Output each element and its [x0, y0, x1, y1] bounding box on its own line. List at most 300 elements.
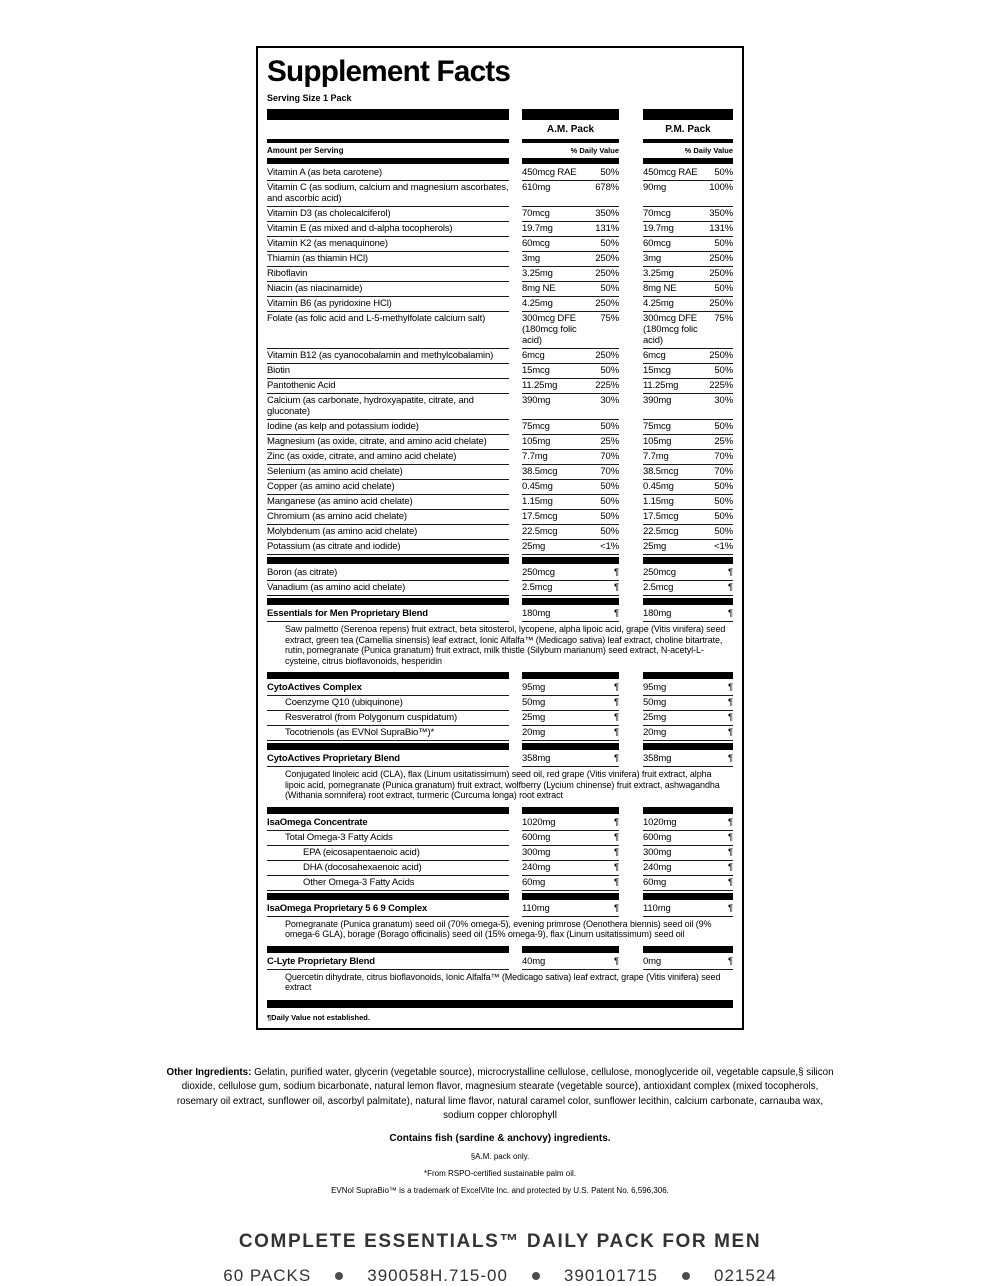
- daily-value: 70%: [600, 451, 619, 462]
- am-value-cell: [522, 222, 619, 237]
- section-divider-row: [267, 997, 733, 1011]
- nutrient-name: Thiamin (as thiamin HCl): [267, 252, 509, 267]
- amount: 600mg: [522, 831, 551, 843]
- divider-bar: [522, 557, 619, 564]
- pm-value-cell: [643, 816, 733, 831]
- footnote-line: §A.M. pack only.: [470, 1151, 530, 1161]
- amount: 1.15mg: [643, 496, 674, 507]
- nutrient-name: Vitamin D3 (as cholecalciferol): [267, 207, 509, 222]
- amount: 4.25mg: [643, 298, 674, 309]
- section-divider-row: [267, 596, 733, 607]
- daily-value: 50%: [600, 238, 619, 249]
- table-row: [267, 510, 733, 525]
- table-row: [267, 450, 733, 465]
- nutrient-table: [267, 166, 733, 1011]
- table-row: [267, 480, 733, 495]
- am-value-cell: [522, 681, 619, 696]
- amount: 25mg: [522, 712, 546, 723]
- daily-value: 250%: [595, 268, 619, 279]
- daily-value: 30%: [600, 395, 619, 406]
- daily-value: ¶: [614, 846, 619, 858]
- amount: 15mcg: [522, 365, 550, 376]
- pm-value-cell: [643, 566, 733, 581]
- table-row: [267, 237, 733, 252]
- pm-value-cell: [643, 955, 733, 970]
- am-value-cell: [522, 816, 619, 831]
- amount: 70mcg: [643, 208, 671, 219]
- other-ingredients: [164, 1066, 836, 1124]
- divider-bar: [522, 893, 619, 900]
- divider-bar: [643, 893, 733, 900]
- amount: 20mg: [643, 727, 667, 738]
- am-value-cell: [522, 510, 619, 525]
- table-row: [267, 364, 733, 379]
- nutrient-name: Vitamin C (as sodium, calcium and magnesium ascorbates, and ascorbic acid): [267, 181, 509, 207]
- am-value-cell: [522, 607, 619, 622]
- daily-value: 100%: [709, 182, 733, 193]
- daily-value: ¶: [614, 727, 619, 738]
- daily-value: 50%: [714, 481, 733, 492]
- pm-value-cell: [643, 831, 733, 846]
- serving-size: Serving Size 1 Pack: [267, 93, 352, 103]
- daily-value: 50%: [714, 496, 733, 507]
- nutrient-name: Magnesium (as oxide, citrate, and amino acid chelate): [267, 435, 509, 450]
- table-row: [267, 166, 733, 181]
- table-row: [267, 267, 733, 282]
- amount: 3.25mg: [522, 268, 553, 279]
- amount: 300mcg DFE (180mcg folic acid): [643, 313, 698, 346]
- am-value-cell: [522, 267, 619, 282]
- daily-value: 250%: [709, 298, 733, 309]
- pm-value-cell: [643, 312, 733, 349]
- pm-value-cell: [643, 364, 733, 379]
- divider-bar: [643, 109, 733, 120]
- nutrient-name: Zinc (as oxide, citrate, and amino acid chelate): [267, 450, 509, 465]
- divider-bar: [267, 672, 509, 679]
- daily-value: ¶: [728, 846, 733, 858]
- am-value-cell: [522, 166, 619, 181]
- divider-bar: [643, 946, 733, 953]
- footnote-line: EVNol SupraBio™ is a trademark of ExcelVite Inc. and protected by U.S. Patent No. 6,596,306.: [331, 1185, 669, 1195]
- divider-bar: [267, 557, 509, 564]
- footer-code: 021524: [714, 1265, 777, 1285]
- divider-bar: [522, 158, 619, 164]
- daily-value: 50%: [714, 526, 733, 537]
- nutrient-name: Resveratrol (from Polygonum cuspidatum): [267, 711, 509, 726]
- amount: 105mg: [522, 436, 551, 447]
- amount-per-serving-label: Amount per Serving: [267, 146, 344, 155]
- amount: 300mcg DFE (180mcg folic acid): [522, 313, 577, 346]
- footnote-line: *From RSPO-certified sustainable palm oil.: [423, 1168, 577, 1178]
- amount: 450mcg RAE: [522, 167, 577, 178]
- pm-value-cell: [643, 394, 733, 420]
- daily-value: ¶: [614, 697, 619, 708]
- pm-value-cell: [643, 282, 733, 297]
- amount: 50mg: [643, 697, 667, 708]
- amount: 240mg: [643, 861, 672, 873]
- amount: 95mg: [643, 682, 667, 693]
- amount: 75mcg: [522, 421, 550, 432]
- am-value-cell: [522, 420, 619, 435]
- pm-value-cell: [643, 237, 733, 252]
- table-row: [267, 297, 733, 312]
- daily-value: 50%: [600, 283, 619, 294]
- amount: 180mg: [522, 608, 551, 619]
- amount: 60mg: [643, 876, 667, 888]
- nutrient-name: Manganese (as amino acid chelate): [267, 495, 509, 510]
- table-row: [267, 902, 733, 917]
- daily-value-header-row: [267, 144, 733, 157]
- daily-value: 350%: [595, 208, 619, 219]
- am-value-cell: [522, 450, 619, 465]
- amount: 8mg NE: [643, 283, 677, 294]
- daily-value: 50%: [600, 421, 619, 432]
- blend-ingredients-row: [267, 767, 733, 805]
- daily-value: ¶: [614, 567, 619, 578]
- amount: 25mg: [522, 541, 546, 552]
- nutrient-name: IsaOmega Proprietary 5 6 9 Complex: [267, 902, 509, 917]
- divider-bar: [267, 158, 509, 164]
- pm-value-cell: [643, 525, 733, 540]
- amount: 300mg: [522, 846, 551, 858]
- daily-value: 250%: [595, 298, 619, 309]
- amount: 60mcg: [522, 238, 550, 249]
- amount: 105mg: [643, 436, 672, 447]
- divider-bar: [267, 109, 509, 120]
- pm-value-cell: [643, 465, 733, 480]
- amount: 15mcg: [643, 365, 671, 376]
- section-divider-row: [267, 891, 733, 902]
- amount: 95mg: [522, 682, 546, 693]
- amount: 17.5mcg: [643, 511, 679, 522]
- table-row: [267, 607, 733, 622]
- am-value-cell: [522, 831, 619, 846]
- table-row: [267, 696, 733, 711]
- amount: 8mg NE: [522, 283, 556, 294]
- amount: 3mg: [522, 253, 541, 264]
- amount: 2.5mcg: [643, 582, 674, 593]
- table-row: [267, 495, 733, 510]
- nutrient-name: EPA (eicosapentaenoic acid): [267, 846, 509, 861]
- daily-value: ¶: [728, 753, 733, 764]
- amount: 1020mg: [643, 816, 677, 828]
- amount: 300mg: [643, 846, 672, 858]
- nutrient-name: Niacin (as niacinamide): [267, 282, 509, 297]
- nutrient-name: Other Omega-3 Fatty Acids: [267, 876, 509, 891]
- blend-ingredients-text: Saw palmetto (Serenoa repens) fruit extract, beta sitosterol, lycopene, alpha lipoic acid, grape (Vitis vinifera) seed extract, green tea (Camellia sinensis) leaf extract, Ionic Alfalfa™ (Medicago sativa) leaf extract, choline bitartrate, rutin, pomegranate (Punica granatum) fruit extract, milk thistle (Silybum marianum) seed extract, N-acetyl-L-cysteine, citrus bioflavonoids, hesperidin: [285, 624, 726, 666]
- am-value-cell: [522, 525, 619, 540]
- daily-value: ¶: [728, 567, 733, 578]
- section-divider-row: [267, 944, 733, 955]
- daily-value: ¶: [728, 582, 733, 593]
- am-value-cell: [522, 495, 619, 510]
- supplement-label-page: [0, 46, 1000, 1286]
- pm-value-cell: [643, 696, 733, 711]
- divider-bar: [643, 139, 733, 143]
- nutrient-name: Calcium (as carbonate, hydroxyapatite, citrate, and gluconate): [267, 394, 509, 420]
- amount: 0mg: [643, 955, 662, 967]
- section-divider-row: [267, 670, 733, 681]
- am-value-cell: [522, 237, 619, 252]
- pm-value-cell: [643, 267, 733, 282]
- am-value-cell: [522, 181, 619, 207]
- daily-value: 50%: [600, 481, 619, 492]
- daily-value: ¶: [728, 697, 733, 708]
- pm-value-cell: [643, 495, 733, 510]
- am-value-cell: [522, 364, 619, 379]
- nutrient-name: Boron (as citrate): [267, 566, 509, 581]
- daily-value: 50%: [714, 283, 733, 294]
- daily-value: 50%: [714, 167, 733, 178]
- nutrient-name: Pantothenic Acid: [267, 379, 509, 394]
- pm-value-cell: [643, 581, 733, 596]
- amount: 610mg: [522, 182, 551, 193]
- daily-value: 250%: [709, 350, 733, 361]
- amount: 25mg: [643, 541, 667, 552]
- daily-value: 50%: [600, 167, 619, 178]
- blend-ingredients-text: Pomegranate (Punica granatum) seed oil (70% omega-5), evening primrose (Oenothera biennis) seed oil (9% omega-6 GLA), borage (Borago officinalis) seed oil (15% omega-9), flax (Linum usitatissimum) seed oil: [285, 918, 712, 939]
- table-row: [267, 816, 733, 831]
- am-value-cell: [522, 711, 619, 726]
- daily-value: 50%: [714, 421, 733, 432]
- amount: 250mcg: [522, 567, 555, 578]
- amount: 3mg: [643, 253, 662, 264]
- divider-bar: [522, 946, 619, 953]
- pm-value-cell: [643, 846, 733, 861]
- amount: 1020mg: [522, 816, 556, 828]
- am-value-cell: [522, 297, 619, 312]
- amount: 70mcg: [522, 208, 550, 219]
- table-row: [267, 876, 733, 891]
- pm-value-cell: [643, 711, 733, 726]
- pm-value-cell: [643, 902, 733, 917]
- nutrient-name: Folate (as folic acid and L-5-methylfolate calcium salt): [267, 312, 509, 349]
- pm-value-cell: [643, 435, 733, 450]
- amount: 19.7mg: [643, 223, 674, 234]
- divider-bar: [267, 598, 509, 605]
- amount: 358mg: [643, 753, 672, 764]
- amount: 6mcg: [643, 350, 666, 361]
- table-row: [267, 566, 733, 581]
- nutrient-name: Potassium (as citrate and iodide): [267, 540, 509, 555]
- am-value-cell: [522, 480, 619, 495]
- amount: 240mg: [522, 861, 551, 873]
- daily-value: 250%: [595, 253, 619, 264]
- amount: 75mcg: [643, 421, 671, 432]
- pm-value-cell: [643, 181, 733, 207]
- table-row: [267, 207, 733, 222]
- nutrient-name: CytoActives Complex: [267, 681, 509, 696]
- blend-ingredients-text: Quercetin dihydrate, citrus bioflavonoids, Ionic Alfalfa™ (Medicago sativa) leaf extract, grape (Vitis vinifera) seed extract: [285, 971, 721, 992]
- table-row: [267, 726, 733, 741]
- pm-value-cell: [643, 480, 733, 495]
- divider-bar-full: [267, 1000, 733, 1008]
- label-footnotes: [0, 1152, 1000, 1195]
- pack-codes: [0, 1266, 1000, 1286]
- blend-ingredients-text: Conjugated linoleic acid (CLA), flax (Linum usitatissimum) seed oil, red grape (Vitis vinifera) fruit extract, alpha lipoic acid, pomegranate (Punica granatum) fruit extract, wolfberry (Lycium chinense) fruit extract, ashwagandha (Withania somnifera) root extract, turmeric (Curcuma longa) root extract: [285, 769, 720, 800]
- bullet-separator-icon: [335, 1272, 343, 1280]
- daily-value: 225%: [709, 380, 733, 391]
- nutrient-name: Vitamin B6 (as pyridoxine HCl): [267, 297, 509, 312]
- pm-value-cell: [643, 379, 733, 394]
- daily-value: 131%: [595, 223, 619, 234]
- daily-value: ¶: [614, 861, 619, 873]
- header-bar-row: [267, 137, 733, 144]
- daily-value: ¶: [614, 682, 619, 693]
- blend-ingredients-row: [267, 917, 733, 944]
- am-value-cell: [522, 861, 619, 876]
- daily-value: 50%: [714, 365, 733, 376]
- am-value-cell: [522, 282, 619, 297]
- daily-value: 50%: [714, 238, 733, 249]
- blend-ingredients-row: [267, 970, 733, 997]
- nutrient-name: Total Omega-3 Fatty Acids: [267, 831, 509, 846]
- amount: 50mg: [522, 697, 546, 708]
- nutrient-name: IsaOmega Concentrate: [267, 816, 509, 831]
- am-value-cell: [522, 465, 619, 480]
- other-ingredients-label: Other Ingredients:: [166, 1066, 252, 1078]
- daily-value: 50%: [714, 511, 733, 522]
- product-name: COMPLETE ESSENTIALS™ DAILY PACK FOR MEN: [238, 1230, 762, 1252]
- divider-bar: [267, 807, 509, 814]
- table-row: [267, 752, 733, 767]
- nutrient-name: Riboflavin: [267, 267, 509, 282]
- footer-code: 390101715: [563, 1265, 659, 1285]
- nutrient-name: Iodine (as kelp and potassium iodide): [267, 420, 509, 435]
- am-value-cell: [522, 846, 619, 861]
- amount: 110mg: [643, 902, 671, 914]
- amount: 60mcg: [643, 238, 671, 249]
- amount: 110mg: [522, 902, 550, 914]
- table-row: [267, 525, 733, 540]
- amount: 1.15mg: [522, 496, 553, 507]
- daily-value: 250%: [595, 350, 619, 361]
- amount: 19.7mg: [522, 223, 553, 234]
- pm-value-cell: [643, 510, 733, 525]
- nutrient-name: CytoActives Proprietary Blend: [267, 752, 509, 767]
- nutrient-name: Biotin: [267, 364, 509, 379]
- table-row: [267, 312, 733, 349]
- am-value-cell: [522, 696, 619, 711]
- am-value-cell: [522, 252, 619, 267]
- daily-value: 70%: [714, 466, 733, 477]
- daily-value: 75%: [714, 313, 733, 324]
- daily-value: ¶: [728, 608, 733, 619]
- am-daily-value-header: % Daily Value: [570, 146, 619, 155]
- table-row: [267, 420, 733, 435]
- pm-value-cell: [643, 607, 733, 622]
- amount: 358mg: [522, 753, 551, 764]
- amount: 450mcg RAE: [643, 167, 698, 178]
- nutrient-name: Essentials for Men Proprietary Blend: [267, 607, 509, 622]
- daily-value: ¶: [614, 608, 619, 619]
- nutrient-name: DHA (docosahexaenoic acid): [267, 861, 509, 876]
- table-row: [267, 681, 733, 696]
- pm-value-cell: [643, 222, 733, 237]
- pm-pack-header: P.M. Pack: [665, 124, 711, 135]
- nutrient-name: Chromium (as amino acid chelate): [267, 510, 509, 525]
- amount: 22.5mcg: [522, 526, 558, 537]
- daily-value: 350%: [709, 208, 733, 219]
- daily-value: ¶: [728, 876, 733, 888]
- table-row: [267, 222, 733, 237]
- am-value-cell: [522, 312, 619, 349]
- divider-bar: [267, 893, 509, 900]
- daily-value: ¶: [728, 712, 733, 723]
- divider-bar: [643, 672, 733, 679]
- daily-value: ¶: [728, 955, 733, 967]
- daily-value: <1%: [714, 541, 733, 552]
- daily-value: 50%: [600, 526, 619, 537]
- daily-value: ¶: [614, 955, 619, 967]
- table-row: [267, 581, 733, 596]
- daily-value: 25%: [714, 436, 733, 447]
- amount: 390mg: [522, 395, 551, 406]
- pm-value-cell: [643, 861, 733, 876]
- daily-value: ¶: [728, 816, 733, 828]
- am-value-cell: [522, 902, 619, 917]
- daily-value: ¶: [614, 582, 619, 593]
- table-row: [267, 465, 733, 480]
- allergen-statement: Contains fish (sardine & anchovy) ingredients.: [389, 1132, 611, 1144]
- nutrient-name: Molybdenum (as amino acid chelate): [267, 525, 509, 540]
- am-pack-header: A.M. Pack: [546, 124, 595, 135]
- pm-value-cell: [643, 297, 733, 312]
- amount: 38.5mcg: [522, 466, 558, 477]
- daily-value: 50%: [600, 511, 619, 522]
- amount: 600mg: [643, 831, 672, 843]
- amount: 4.25mg: [522, 298, 553, 309]
- amount: 17.5mcg: [522, 511, 558, 522]
- divider-bar: [522, 598, 619, 605]
- am-value-cell: [522, 876, 619, 891]
- other-ingredients-text: Gelatin, purified water, glycerin (vegetable source), microcrystalline cellulose, cellulose, monoglyceride oil, vegetable capsule,§ silicon dioxide, cellulose gum, sodium bicarbonate, natural lemon flavor, magnesium stearate (vegetable source), antioxidant complex (mixed tocopherols, rosemary oil extract, sunflower oil, ascorbyl palmitate), natural lime flavor, natural caramel color, sunflower lecithin, calcium carbonate, carnauba wax, sodium copper chlorophyll: [176, 1066, 834, 1121]
- pm-value-cell: [643, 166, 733, 181]
- divider-bar: [643, 158, 733, 164]
- nutrient-name: C-Lyte Proprietary Blend: [267, 955, 509, 970]
- am-value-cell: [522, 581, 619, 596]
- daily-value: ¶: [614, 831, 619, 843]
- daily-value: 250%: [709, 268, 733, 279]
- am-value-cell: [522, 955, 619, 970]
- am-value-cell: [522, 394, 619, 420]
- divider-bar: [643, 557, 733, 564]
- daily-value: ¶: [614, 753, 619, 764]
- daily-value: ¶: [614, 876, 619, 888]
- am-value-cell: [522, 379, 619, 394]
- nutrient-name: Selenium (as amino acid chelate): [267, 465, 509, 480]
- amount: 20mg: [522, 727, 546, 738]
- pm-value-cell: [643, 876, 733, 891]
- nutrient-name: Vanadium (as amino acid chelate): [267, 581, 509, 596]
- daily-value: 25%: [600, 436, 619, 447]
- pm-value-cell: [643, 450, 733, 465]
- bullet-separator-icon: [532, 1272, 540, 1280]
- table-row: [267, 435, 733, 450]
- amount: 25mg: [643, 712, 667, 723]
- amount: 390mg: [643, 395, 672, 406]
- divider-bar: [267, 743, 509, 750]
- table-row: [267, 181, 733, 207]
- am-value-cell: [522, 435, 619, 450]
- daily-value: 131%: [709, 223, 733, 234]
- pm-value-cell: [643, 681, 733, 696]
- bullet-separator-icon: [682, 1272, 690, 1280]
- nutrient-name: Copper (as amino acid chelate): [267, 480, 509, 495]
- table-row: [267, 394, 733, 420]
- amount: 0.45mg: [643, 481, 674, 492]
- column-header-row: [267, 122, 733, 137]
